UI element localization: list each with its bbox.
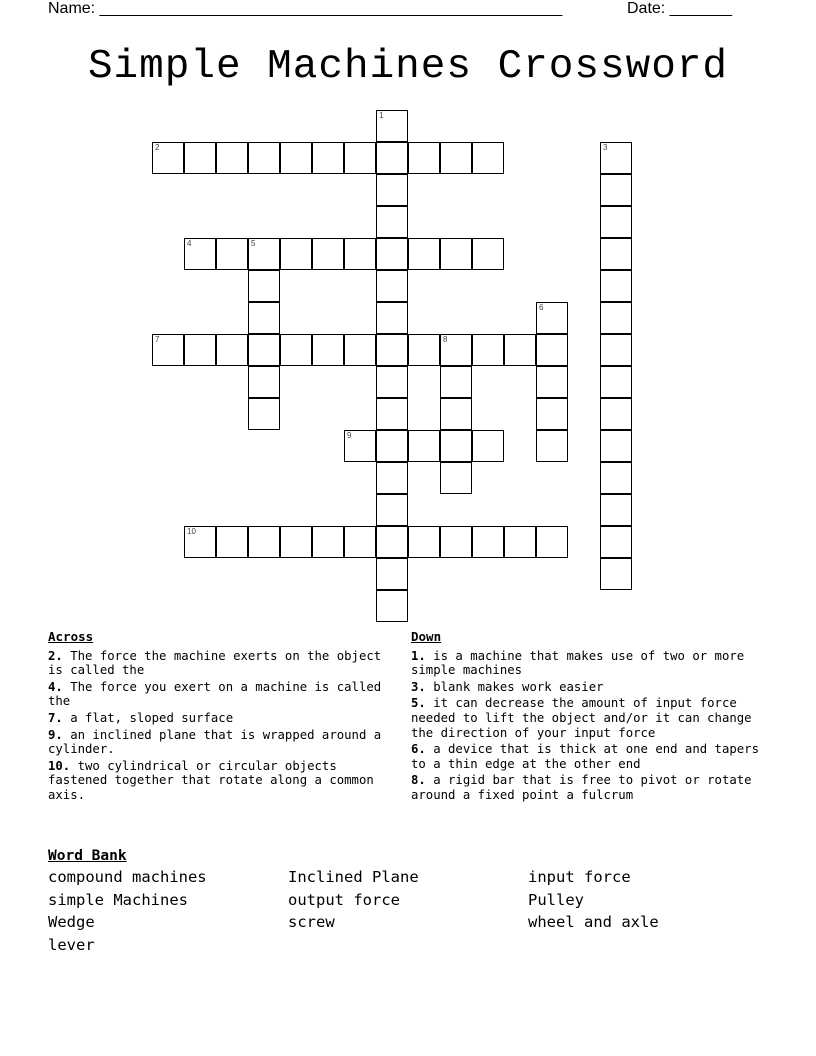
- down-clue: [411, 680, 763, 695]
- clue-text: two cylindrical or circular objects fastened together that rotate along a common axis.: [48, 758, 374, 802]
- clue-number: 4: [187, 239, 192, 248]
- crossword-cell[interactable]: [600, 366, 632, 398]
- crossword-cell[interactable]: [376, 302, 408, 334]
- crossword-cell[interactable]: [248, 398, 280, 430]
- crossword-cell[interactable]: [376, 558, 408, 590]
- down-heading: Down: [411, 629, 442, 644]
- crossword-cell[interactable]: [504, 334, 536, 366]
- clue-number-label: 7.: [48, 710, 63, 725]
- crossword-cell[interactable]: [440, 398, 472, 430]
- crossword-cell[interactable]: [440, 334, 472, 366]
- crossword-cell[interactable]: [280, 238, 312, 270]
- across-clue: [48, 728, 398, 757]
- word-bank-item: compound machines: [48, 868, 207, 886]
- clue-text: a rigid bar that is free to pivot or rotate around a fixed point a fulcrum: [411, 773, 752, 802]
- clue-number: 1: [379, 111, 384, 120]
- crossword-cell[interactable]: [440, 462, 472, 494]
- crossword-cell[interactable]: [472, 430, 504, 462]
- down-clues: [411, 630, 763, 805]
- word-bank-item: lever: [48, 935, 95, 954]
- crossword-cell[interactable]: [376, 494, 408, 526]
- down-clue: [411, 773, 763, 802]
- crossword-cell[interactable]: [408, 334, 440, 366]
- clue-number: 6: [539, 303, 544, 312]
- crossword-cell[interactable]: [600, 526, 632, 558]
- page-title: Simple Machines Crossword: [87, 44, 729, 90]
- clue-number-label: 10.: [48, 758, 71, 773]
- crossword-cell[interactable]: [440, 366, 472, 398]
- clue-number-label: 2.: [48, 648, 63, 663]
- clue-text: The force you exert on a machine is called the: [48, 679, 382, 709]
- crossword-cell[interactable]: [536, 366, 568, 398]
- crossword-cell[interactable]: [344, 430, 376, 462]
- crossword-cell[interactable]: [344, 526, 376, 558]
- name-field[interactable]: Name: ____________________________________________________: [48, 0, 563, 17]
- word-bank-item: wheel and axle: [528, 913, 659, 931]
- clue-number: 3: [603, 143, 608, 152]
- clue-number-label: 4.: [48, 679, 63, 694]
- crossword-cell[interactable]: [376, 270, 408, 302]
- down-clue: [411, 649, 763, 678]
- crossword-cell[interactable]: [440, 238, 472, 270]
- clue-text: The force the machine exerts on the object is called the: [48, 648, 382, 678]
- crossword-cell[interactable]: [600, 462, 632, 494]
- crossword-cell[interactable]: [280, 334, 312, 366]
- clue-text: a flat, sloped surface: [70, 710, 234, 725]
- clue-number: 7: [155, 335, 160, 344]
- crossword-cell[interactable]: [312, 526, 344, 558]
- crossword-cell[interactable]: [600, 206, 632, 238]
- word-bank-item: screw: [288, 913, 335, 931]
- crossword-cell[interactable]: [600, 174, 632, 206]
- crossword-cell[interactable]: [600, 430, 632, 462]
- word-bank-heading: Word Bank: [48, 848, 127, 864]
- clue-text: it can decrease the amount of input force needed to lift the object and/or it can change the direction of your input force: [411, 696, 752, 740]
- crossword-cell[interactable]: [248, 238, 280, 270]
- across-clue: [48, 680, 398, 709]
- crossword-cell[interactable]: [376, 526, 408, 558]
- crossword-cell[interactable]: [600, 334, 632, 366]
- clue-number-label: 6.: [411, 742, 426, 757]
- crossword-cell[interactable]: [376, 334, 408, 366]
- crossword-cell[interactable]: [376, 398, 408, 430]
- down-clue: [411, 742, 763, 771]
- crossword-cell[interactable]: [600, 398, 632, 430]
- crossword-cell[interactable]: [376, 366, 408, 398]
- crossword-cell[interactable]: [536, 334, 568, 366]
- crossword-cell[interactable]: [344, 142, 376, 174]
- clue-number-label: 5.: [411, 696, 426, 711]
- crossword-cell[interactable]: [536, 398, 568, 430]
- down-clue: [411, 696, 763, 740]
- crossword-cell[interactable]: [184, 238, 216, 270]
- crossword-cell[interactable]: [440, 430, 472, 462]
- crossword-cell[interactable]: [248, 142, 280, 174]
- word-bank-item: Pulley: [528, 890, 584, 909]
- clue-number: 8: [443, 335, 448, 344]
- crossword-cell[interactable]: [600, 238, 632, 270]
- crossword-cell[interactable]: [376, 590, 408, 622]
- crossword-cell[interactable]: [536, 526, 568, 558]
- word-bank: [48, 848, 768, 954]
- crossword-cell[interactable]: [440, 142, 472, 174]
- crossword-cell[interactable]: [248, 270, 280, 302]
- crossword-cell[interactable]: [408, 238, 440, 270]
- crossword-cell[interactable]: [600, 558, 632, 590]
- clue-text: a device that is thick at one end and tapers to a thin edge at the other end: [411, 742, 759, 771]
- across-clue: [48, 759, 398, 803]
- crossword-cell[interactable]: [184, 142, 216, 174]
- crossword-cell[interactable]: [216, 526, 248, 558]
- crossword-cell[interactable]: [472, 142, 504, 174]
- crossword-cell[interactable]: [376, 142, 408, 174]
- word-bank-item: output force: [288, 890, 400, 909]
- crossword-cell[interactable]: [248, 302, 280, 334]
- crossword-cell[interactable]: [376, 206, 408, 238]
- crossword-cell[interactable]: [344, 334, 376, 366]
- crossword-cell[interactable]: [248, 366, 280, 398]
- clue-number: 9: [347, 431, 352, 440]
- crossword-cell[interactable]: [216, 238, 248, 270]
- crossword-cell[interactable]: [344, 238, 376, 270]
- clue-text: blank makes work easier: [433, 679, 604, 694]
- across-heading: Across: [48, 629, 94, 644]
- crossword-cell[interactable]: [440, 526, 472, 558]
- crossword-cell[interactable]: [248, 334, 280, 366]
- clue-number-label: 1.: [411, 648, 426, 663]
- crossword-cell[interactable]: [216, 334, 248, 366]
- crossword-cell[interactable]: [312, 334, 344, 366]
- crossword-cell[interactable]: [376, 110, 408, 142]
- crossword-cell[interactable]: [600, 142, 632, 174]
- crossword-cell[interactable]: [280, 142, 312, 174]
- crossword-cell[interactable]: [504, 526, 536, 558]
- clue-number-label: 8.: [411, 773, 426, 788]
- crossword-cell[interactable]: [408, 430, 440, 462]
- crossword-cell[interactable]: [408, 526, 440, 558]
- date-field[interactable]: Date: _______: [627, 0, 732, 17]
- clue-number-label: 9.: [48, 727, 63, 742]
- clue-number: 2: [155, 143, 160, 152]
- word-bank-item: simple Machines: [48, 890, 188, 909]
- crossword-cell[interactable]: [376, 462, 408, 494]
- clue-number: 10: [187, 527, 196, 536]
- crossword-cell[interactable]: [536, 302, 568, 334]
- crossword-cell[interactable]: [152, 142, 184, 174]
- crossword-cell[interactable]: [600, 494, 632, 526]
- crossword-cell[interactable]: [312, 142, 344, 174]
- across-clues: [48, 630, 398, 805]
- word-bank-item: Wedge: [48, 913, 95, 931]
- crossword-cell[interactable]: [280, 526, 312, 558]
- crossword-cell[interactable]: [376, 430, 408, 462]
- crossword-cell[interactable]: [312, 238, 344, 270]
- clue-number: 5: [251, 239, 256, 248]
- clue-text: an inclined plane that is wrapped around a cylinder.: [48, 727, 382, 757]
- crossword-cell[interactable]: [600, 270, 632, 302]
- crossword-cell[interactable]: [536, 430, 568, 462]
- crossword-cell[interactable]: [600, 302, 632, 334]
- crossword-cell[interactable]: [248, 526, 280, 558]
- across-clue: [48, 711, 398, 726]
- crossword-cell[interactable]: [408, 142, 440, 174]
- crossword-cell[interactable]: [376, 238, 408, 270]
- across-clue: [48, 649, 398, 678]
- word-bank-item: input force: [528, 868, 631, 886]
- crossword-cell[interactable]: [472, 238, 504, 270]
- crossword-cell[interactable]: [376, 174, 408, 206]
- crossword-cell[interactable]: [472, 334, 504, 366]
- crossword-cell[interactable]: [472, 526, 504, 558]
- crossword-cell[interactable]: [152, 334, 184, 366]
- clue-number-label: 3.: [411, 679, 426, 694]
- crossword-cell[interactable]: [184, 526, 216, 558]
- crossword-cell[interactable]: [216, 142, 248, 174]
- crossword-cell[interactable]: [184, 334, 216, 366]
- clue-text: is a machine that makes use of two or more simple machines: [411, 648, 745, 678]
- word-bank-item: Inclined Plane: [288, 868, 419, 886]
